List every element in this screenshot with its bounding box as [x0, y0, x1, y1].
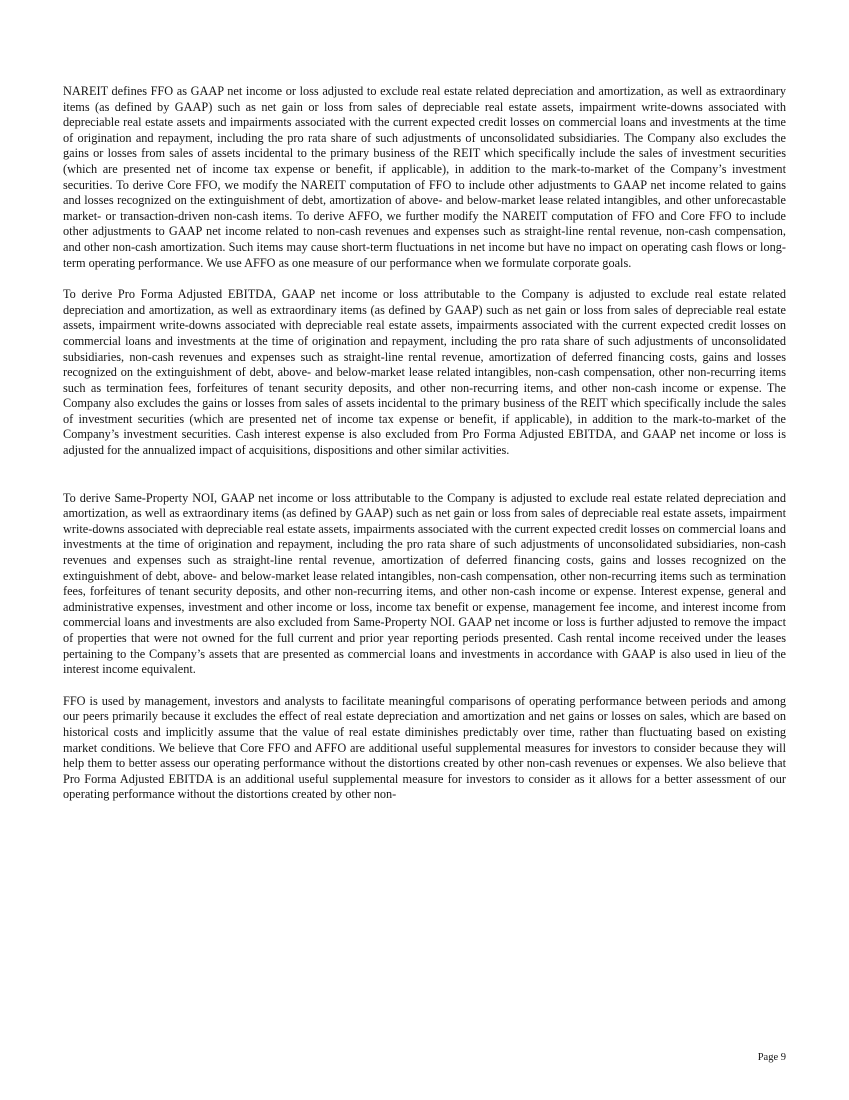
document-body: [63, 84, 786, 803]
paragraph-ffo-usage: FFO is used by management, investors and analysts to facilitate meaningful comparisons of operating performance between periods and among our peers primarily because it excludes the effect of real estate depreciation and amortization and net gains or losses on sales, which are based on historical costs and implicitly assume that the value of real estate diminishes predictably over time, rather than fluctuating based on existing market conditions. We believe that Core FFO and AFFO are additional useful supplemental measures for investors to consider because they will help them to better assess our operating performance without the distortions created by other non-cash revenues or expenses. We also believe that Pro Forma Adjusted EBITDA is an additional useful supplemental measure for investors to consider as it allows for a better assessment of our operating performance without the distortions created by other non-: [63, 693, 786, 802]
paragraph-ffo-definition: NAREIT defines FFO as GAAP net income or loss adjusted to exclude real estate related depreciation and amortization, as well as extraordinary items (as defined by GAAP) such as net gain or loss from sales of depreciable real estate assets, impairment write-downs associated with depreciable real estate assets and impairments associated with the current expected credit losses on commercial loans and investments at the time of origination and repayment, including the pro rata share of such adjustments of unconsolidated subsidiaries. The Company also excludes the gains or losses from sales of assets incidental to the primary business of the REIT which specifically include the sales of investment securities (which are presented net of income tax expense or benefit, if applicable), in addition to the mark-to-market of the Company’s investment securities. To derive Core FFO, we modify the NAREIT computation of FFO to include other adjustments to GAAP net income related to gains and losses recognized on the extinguishment of debt, amortization of above- and below-market lease related intangibles, and other unforecastable market- or transaction-driven non-cash items. To derive AFFO, we further modify the NAREIT computation of FFO and Core FFO to include other adjustments to GAAP net income related to non-cash revenues and expenses such as straight-line rental revenue, non-cash compensation, and other non-cash amortization. Such items may cause short-term fluctuations in net income but have no impact on operating cash flows or long-term operating performance. We use AFFO as one measure of our performance when we formulate corporate goals.: [63, 84, 786, 270]
page-number: Page 9: [757, 1052, 786, 1063]
paragraph-same-property-noi: To derive Same-Property NOI, GAAP net income or loss attributable to the Company is adjusted to exclude real estate related depreciation and amortization, as well as extraordinary items (as defined by GAAP) such as net gain or loss from sales of depreciable real estate assets, impairment write-downs associated with depreciable real estate assets, impairments associated with the current expected credit losses on commercial loans and investments at the time of origination and repayment, including the pro rata share of such adjustments of unconsolidated subsidiaries, non-cash revenues and expenses such as straight-line rental revenue, amortization of deferred financing costs, gains and losses recognized on the extinguishment of debt, above- and below-market lease related intangibles, non-cash compensation, other non-recurring items such as termination fees, forfeitures of tenant security deposits, and other non-recurring items, and other non-cash income or expense. Interest expense, general and administrative expenses, investment and other income or loss, income tax benefit or expense, management fee income, and interest income from commercial loans and investments are also excluded from Same-Property NOI. GAAP net income or loss is further adjusted to remove the impact of properties that were not owned for the full current and prior year reporting periods presented. Cash rental income received under the leases pertaining to the Company’s assets that are presented as commercial loans and investments in accordance with GAAP is also used in lieu of the interest income equivalent.: [63, 490, 786, 677]
paragraph-pro-forma-adjusted-ebitda: To derive Pro Forma Adjusted EBITDA, GAAP net income or loss attributable to the Company is adjusted to exclude real estate related depreciation and amortization, as well as extraordinary items (as defined by GAAP) such as net gain or loss from sales of depreciable real estate assets, impairment write-downs associated with depreciable real estate assets, impairments associated with the current expected credit losses on commercial loans and investments at the time of origination and repayment, including the pro rata share of such adjustments of unconsolidated subsidiaries, non-cash revenues and expenses such as straight-line rental revenue, amortization of deferred financing costs, gains and losses recognized on the extinguishment of debt, above- and below-market lease related intangibles, non-cash compensation, other non-recurring items such as termination fees, forfeitures of tenant security deposits, and other non-recurring items, and other non-cash income or expense. The Company also excludes the gains or losses from sales of assets incidental to the primary business of the REIT which specifically include the sales of investment securities (which are presented net of income tax expense or benefit, if applicable), in addition to the mark-to-market of the Company’s investment securities. Cash interest expense is also excluded from Pro Forma Adjusted EBITDA, and GAAP net income or loss is adjusted for the annualized impact of acquisitions, dispositions and other similar activities.: [63, 287, 786, 458]
